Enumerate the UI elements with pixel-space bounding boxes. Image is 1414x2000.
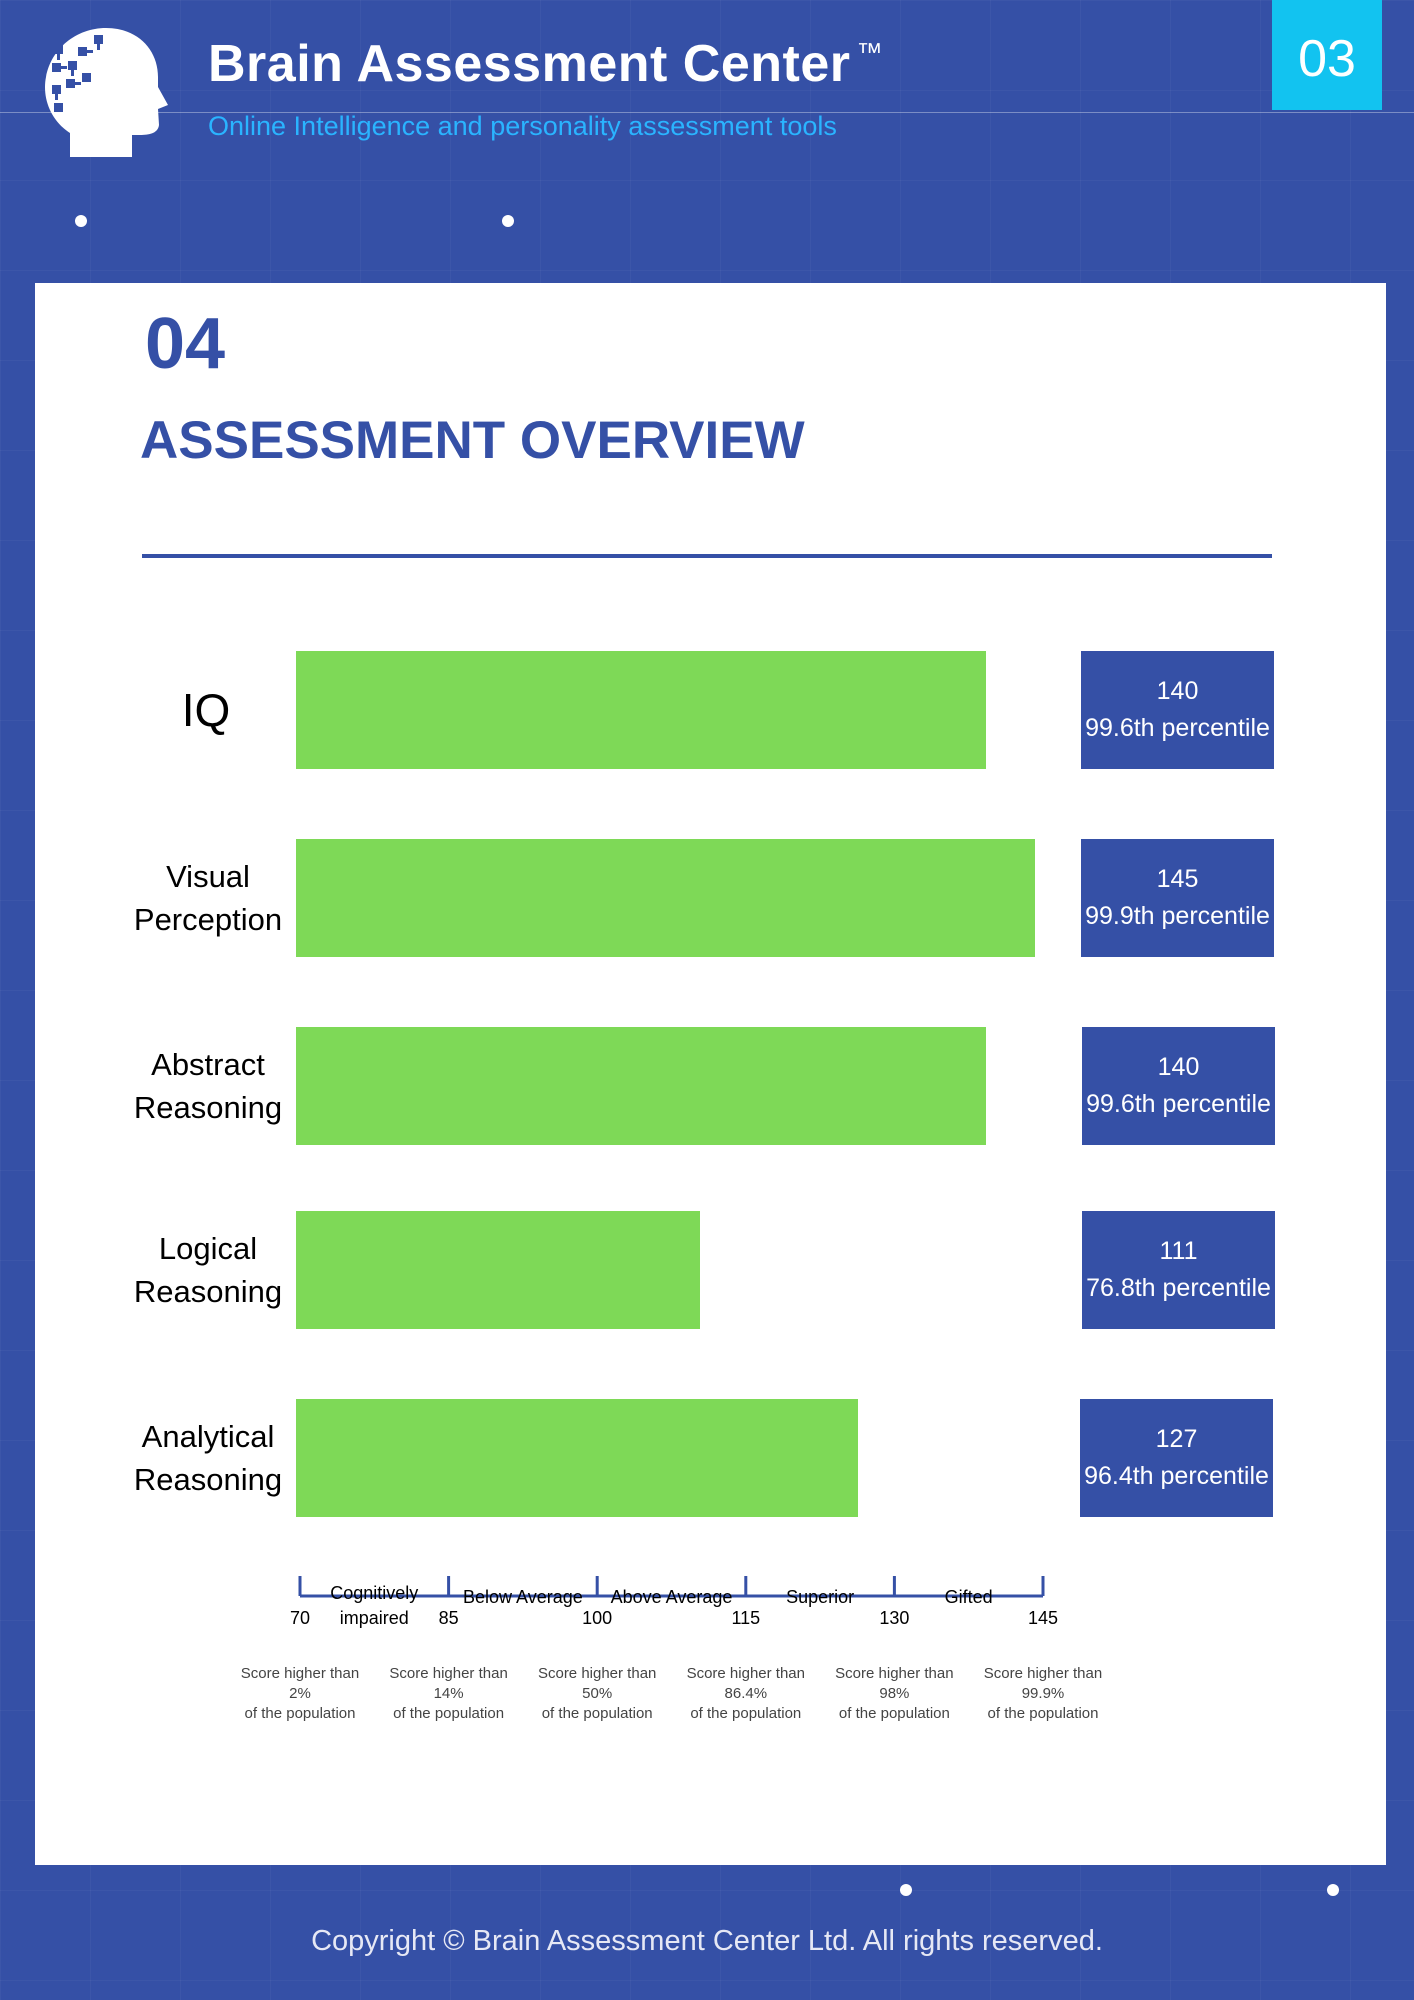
scale-tick-label: 145 — [1027, 1608, 1059, 1628]
copyright-text: Copyright © Brain Assessment Center Ltd. All rights reserved. — [311, 1925, 1103, 1957]
score-value: 145 — [1156, 865, 1199, 893]
population-note-line1: Score higher than — [537, 1665, 657, 1682]
population-note-line3: of the population — [393, 1705, 505, 1722]
population-note-line1: Score higher than — [983, 1665, 1103, 1682]
score-percentile: 99.9th percentile — [1085, 902, 1270, 930]
bar-analytical-reasoning — [296, 1399, 858, 1517]
section-title: ASSESSMENT OVERVIEW — [140, 411, 805, 470]
brand-tagline: Online Intelligence and personality assessment tools — [208, 111, 837, 141]
population-note — [824, 1664, 964, 1724]
score-percentile: 99.6th percentile — [1085, 714, 1270, 742]
bar-label-iq: IQ — [181, 683, 231, 736]
bar-label-abstract-reasoning: Abstract Reasoning — [133, 1047, 283, 1125]
population-note — [379, 1664, 519, 1724]
population-note — [230, 1664, 370, 1724]
scale-tick-label: 85 — [438, 1608, 459, 1628]
brand-title: Brain Assessment Center ™ — [208, 35, 883, 93]
bar-label-analytical-reasoning: Analytical Reasoning — [133, 1419, 283, 1497]
population-note-pct: 14% — [433, 1685, 464, 1702]
population-note-pct: 2% — [289, 1685, 311, 1702]
score-box-abstract-reasoning — [1082, 1027, 1275, 1145]
population-note — [973, 1664, 1113, 1724]
population-note-line1: Score higher than — [240, 1665, 360, 1682]
bar-label-logical-reasoning: Logical Reasoning — [133, 1231, 283, 1309]
scale-band-label: Superior — [786, 1587, 855, 1607]
section-divider — [142, 554, 1272, 558]
population-note — [676, 1664, 816, 1724]
section-number: 04 — [145, 304, 226, 384]
bar-iq — [296, 651, 986, 769]
score-box-analytical-reasoning — [1080, 1399, 1273, 1517]
bar-visual-perception — [296, 839, 1035, 957]
score-percentile: 76.8th percentile — [1086, 1274, 1271, 1302]
decorative-dot — [900, 1884, 912, 1896]
scale-tick-label: 70 — [289, 1608, 311, 1628]
score-value: 111 — [1159, 1237, 1198, 1265]
decorative-dot — [75, 215, 87, 227]
score-value: 140 — [1156, 677, 1199, 705]
decorative-dot — [1327, 1884, 1339, 1896]
score-box-visual-perception — [1081, 839, 1274, 957]
scale-tick-label: 130 — [879, 1608, 910, 1628]
bar-logical-reasoning — [296, 1211, 700, 1329]
population-note — [527, 1664, 667, 1724]
score-percentile: 96.4th percentile — [1084, 1462, 1269, 1490]
scale-band-label: Below Average — [463, 1587, 583, 1607]
population-note-pct: 50% — [582, 1685, 613, 1702]
scale-band-label: Above Average — [610, 1587, 733, 1607]
page-number-badge: 03 — [1272, 0, 1382, 110]
scale-band-label: Cognitively impaired — [330, 1583, 419, 1628]
population-note-line3: of the population — [838, 1705, 950, 1722]
head-puzzle-logo — [40, 25, 170, 160]
scale-band-label: Gifted — [944, 1587, 993, 1607]
population-note-line3: of the population — [541, 1705, 653, 1722]
score-value: 127 — [1155, 1425, 1198, 1453]
population-note-pct: 98% — [879, 1685, 910, 1702]
population-note-pct: 99.9% — [1021, 1685, 1065, 1702]
scale-tick-label: 115 — [731, 1608, 761, 1628]
bar-abstract-reasoning — [296, 1027, 986, 1145]
score-value: 140 — [1157, 1053, 1200, 1081]
score-box-iq — [1081, 651, 1274, 769]
population-note-pct: 86.4% — [724, 1685, 768, 1702]
scale-tick-label: 100 — [582, 1608, 613, 1628]
population-note-line3: of the population — [244, 1705, 356, 1722]
population-note-line1: Score higher than — [835, 1665, 954, 1682]
population-note-line3: of the population — [987, 1705, 1099, 1722]
bar-label-visual-perception: Visual Perception — [133, 859, 283, 937]
decorative-dot — [502, 215, 514, 227]
population-note-line3: of the population — [690, 1705, 802, 1722]
score-percentile: 99.6th percentile — [1086, 1090, 1271, 1118]
score-box-logical-reasoning — [1082, 1211, 1275, 1329]
population-note-line1: Score higher than — [389, 1665, 508, 1682]
population-note-line1: Score higher than — [686, 1665, 805, 1682]
